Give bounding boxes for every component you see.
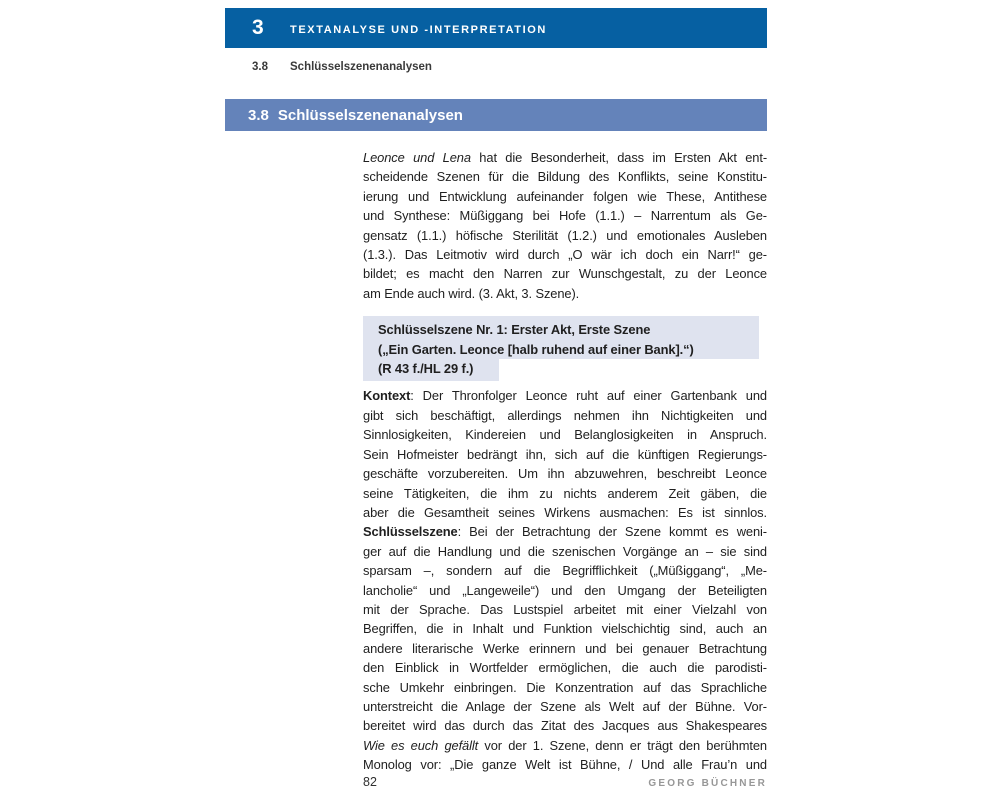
text-line: bereitet wird das durch das Zitat des Jacques aus Shakespeares <box>363 718 767 734</box>
text-line: Wie es euch gefällt vor der 1. Szene, denn er trägt den berühmten <box>363 737 767 753</box>
text-line: ger auf die Handlung und die szenischen Vorgänge an – sie sind <box>363 543 767 559</box>
text-line: Schlüsselszene: Bei der Betrachtung der Szene kommt es weni- <box>363 524 767 540</box>
breadcrumb-section-number: 3.8 <box>252 61 268 73</box>
text-line: am Ende auch wird. (3. Akt, 3. Szene). <box>363 285 580 301</box>
paragraph <box>363 386 767 522</box>
chapter-number: 3 <box>252 16 264 39</box>
text-line: (1.3.). Das Leitmotiv wird durch „O wär ich doch ein Narr!“ ge- <box>363 247 767 263</box>
text-line: (R 43 f./HL 29 f.) <box>363 359 499 381</box>
text-line: gibt sich beschäftigt, allerdings nehmen ihn Nichtigkeiten und <box>363 407 767 423</box>
text-line: lancholie“ und „Langeweile“) und den Umgang der Beteiligten <box>363 582 767 598</box>
book-page <box>225 8 767 800</box>
text-line: aber die Gesamtheit seines Wirkens ausmachen: Es ist sinnlos. <box>363 504 767 520</box>
text-line: mit der Sprache. Das Lustspiel arbeitet mit einer Vielzahl von <box>363 601 767 617</box>
section-number: 3.8 <box>248 106 269 124</box>
text-line: sche Umkehr einbringen. Die Konzentration auf das Sprachliche <box>363 679 767 695</box>
footer-author: GEORG BÜCHNER <box>648 778 767 789</box>
page-number: 82 <box>363 775 377 789</box>
text-line: Schlüsselszene Nr. 1: Erster Akt, Erste Szene <box>363 316 759 339</box>
text-line: ierung und Entwicklung aufeinander folgen wie These, Antithese <box>363 188 767 204</box>
text-line: seine Tätigkeiten, die ihm zu nichts anderem Zeit gäben, die <box>363 485 767 501</box>
text-line: unterstreicht die Anlage der Szene als Welt auf der Bühne. Vor- <box>363 698 767 714</box>
paragraph <box>363 148 767 303</box>
key-scene-callout <box>363 316 759 381</box>
section-header <box>225 99 767 131</box>
text-line: Begriffen, die in Inhalt und Funktion vielschichtig sind, auch an <box>363 621 767 637</box>
text-line: Leonce und Lena hat die Besonderheit, dass im Ersten Akt ent- <box>363 150 768 165</box>
section-title: Schlüsselszenenanalysen <box>277 106 463 124</box>
text-line: Kontext: Der Thronfolger Leonce ruht auf einer Gartenbank und <box>363 388 767 404</box>
page-footer <box>225 775 767 789</box>
chapter-header-bar <box>225 8 767 48</box>
text-line: („Ein Garten. Leonce [halb ruhend auf einer Bank].“) <box>363 340 759 359</box>
text-line: bildet; es macht den Narren zur Wunschgestalt, zu der Leonce <box>363 266 767 282</box>
text-line: sparsam –, sondern auf die Begrifflichkeit („Müßiggang“, „Me- <box>363 563 767 579</box>
breadcrumb <box>252 58 767 76</box>
body-text <box>363 148 767 775</box>
chapter-title: TEXTANALYSE UND -INTERPRETATION <box>290 23 547 36</box>
text-line: andere literarische Werke erinnern und bei genauer Betrachtung <box>363 640 767 656</box>
text-line: geschäfte vorzubereiten. Um ihn abzuwehren, beschreibt Leonce <box>363 466 767 482</box>
text-line: den Einblick in Wortfelder ermöglichen, die auch die parodisti- <box>363 660 767 676</box>
paragraph <box>363 522 767 774</box>
text-line: Sinnlosigkeiten, Kindereien und Belanglosigkeiten in Anspruch. <box>363 427 767 443</box>
breadcrumb-section-label: Schlüsselszenenanalysen <box>290 61 432 73</box>
text-line: Monolog vor: „Die ganze Welt ist Bühne, / Und alle Frau’n und <box>363 757 767 773</box>
text-line: Sein Hofmeister bedrängt ihn, sich auf die künftigen Regierungs- <box>363 446 767 462</box>
text-line: und Synthese: Müßiggang bei Hofe (1.1.) – Narrentum als Ge- <box>363 208 767 224</box>
text-line: scheidende Szenen für die Bildung des Konflikts, seine Konstitu- <box>363 169 767 185</box>
text-line: gensatz (1.1.) höfische Sterilität (1.2.) und emotionales Ausleben <box>363 227 767 243</box>
